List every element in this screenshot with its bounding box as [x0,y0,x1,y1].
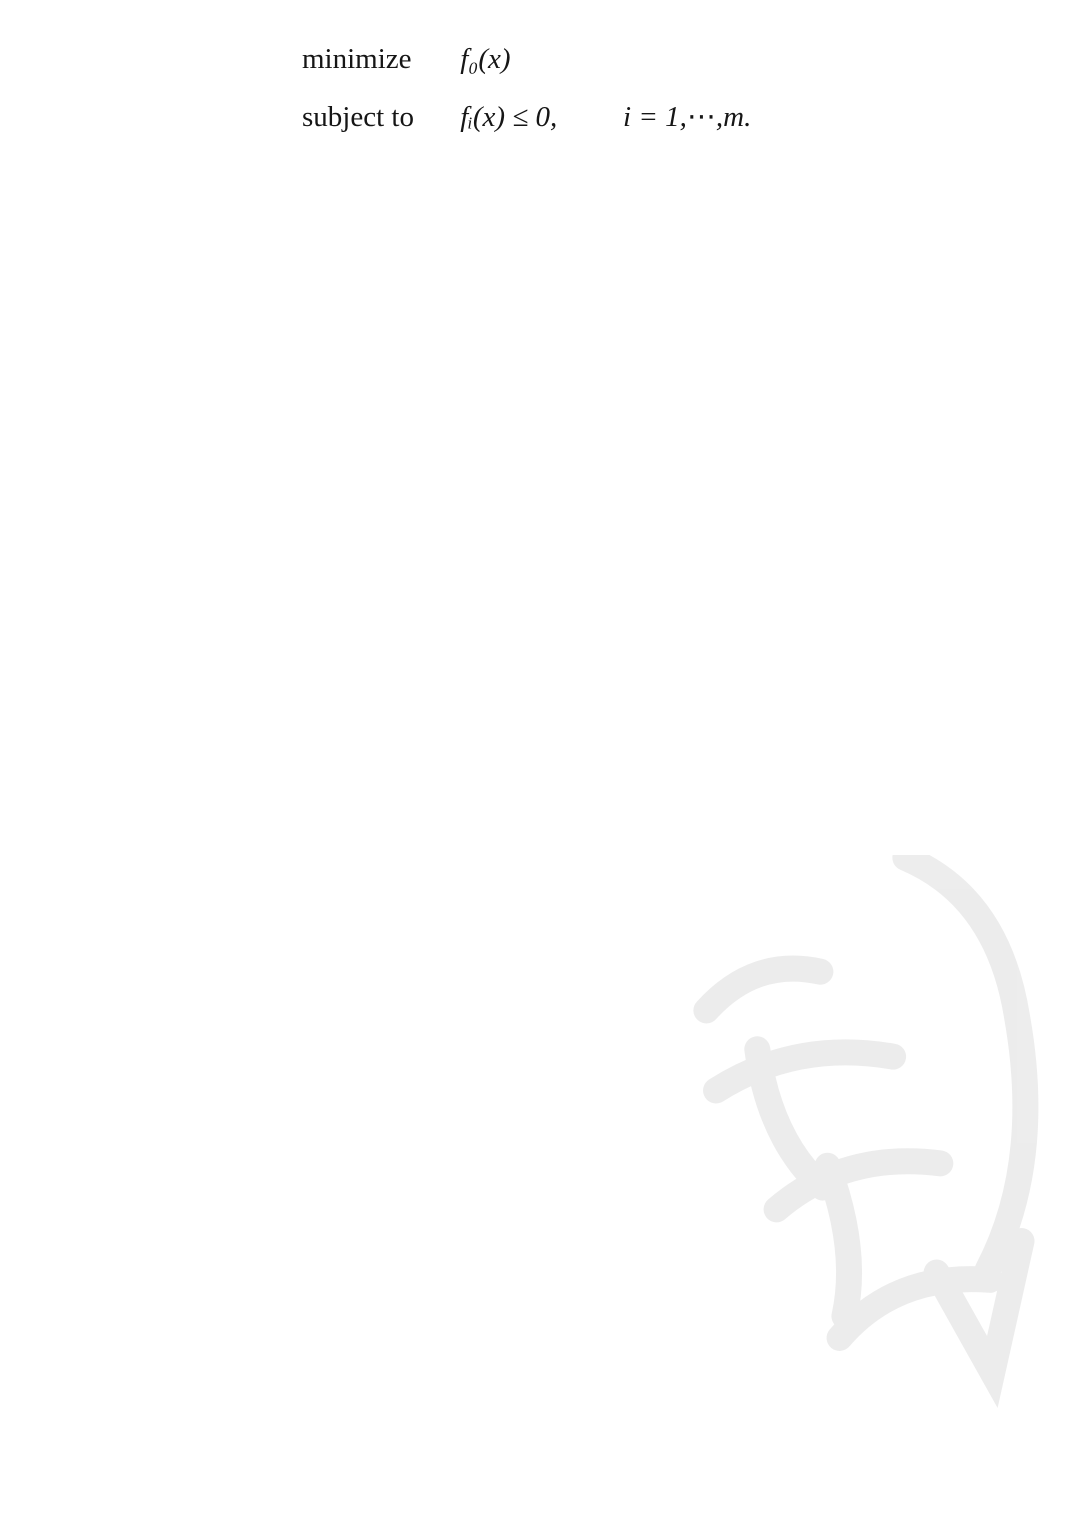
display-equation [10,30,1055,146]
minimize-label: minimize [302,43,412,75]
minimize-formula: f₀(x) [460,43,511,75]
subject-to-formula: fᵢ(x) ≤ 0, i = 1,⋯,m. [460,101,752,133]
subject-to-label: subject to [302,101,414,133]
equation-row-minimize [302,30,1055,88]
watermark-graphic [675,855,1065,1445]
watermark-stamp [675,855,1065,1445]
equation-row-subject-to [302,88,1055,146]
